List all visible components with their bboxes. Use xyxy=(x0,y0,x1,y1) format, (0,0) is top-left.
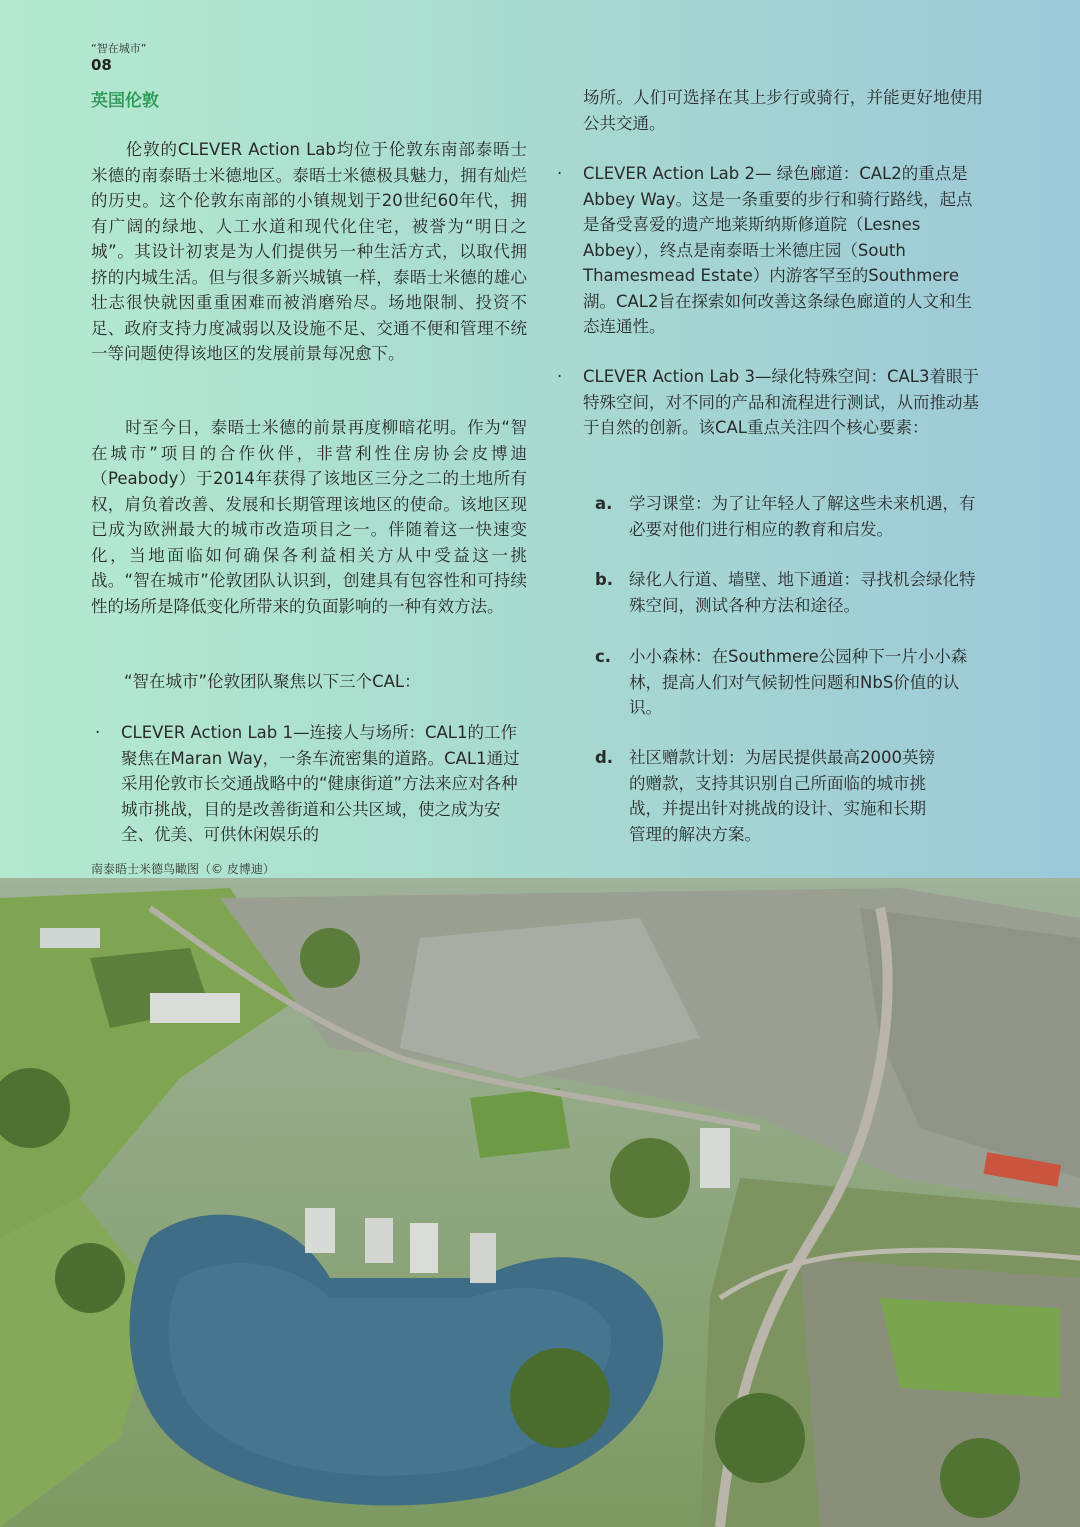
list-item-cal3 xyxy=(557,364,983,441)
list-item-cal1 xyxy=(95,720,527,848)
sub-item-text: 学习课堂：为了让年轻人了解这些未来机遇，有必要对他们进行相应的教育和启发。 xyxy=(629,494,976,539)
page-number: 08 xyxy=(91,56,112,74)
paragraph-today: 时至今日，泰晤士米德的前景再度柳暗花明。作为“智在城市”项目的合作伙伴，非营利性住房协会皮博迪（Peabody）于2014年获得了该地区三分之二的土地所有权，肩负着改善、发展和长期管理该地区的使命。该地区现已成为欧洲最大的城市改造项目之一。伴随着这一快速变化，当地面临如何确保各利益相关方从中受益这一挑战。“智在城市”伦敦团队认识到，创建具有包容性和可持续性的场所是降低变化所带来的负面影响的一种有效方法。 xyxy=(91,418,527,616)
paragraph-cal1-continued: 场所。人们可选择在其上步行或骑行，并能更好地使用公共交通。 xyxy=(583,88,983,133)
aerial-photo-illustration xyxy=(0,878,1080,1527)
sub-item-letter: b. xyxy=(595,570,614,589)
sub-item-text: 小小森林：在Southmere公园种下一片小小森林，提高人们对气候韧性问题和NbS价值的认识。 xyxy=(629,647,968,717)
sub-item-d xyxy=(595,745,939,847)
sub-item-letter: a. xyxy=(595,494,613,513)
sub-item-letter: d. xyxy=(595,748,614,767)
sub-item-text: 社区赠款计划：为居民提供最高2000英镑的赠款，支持其识别自己所面临的城市挑战，并提出针对挑战的设计、实施和长期管理的解决方案。 xyxy=(629,748,935,844)
section-title: 英国伦敦 xyxy=(91,91,159,111)
sub-item-b xyxy=(595,567,985,618)
sub-item-c xyxy=(595,644,981,721)
cal3-text: CLEVER Action Lab 3—绿化特殊空间：CAL3着眼于特殊空间，对不同的产品和流程进行测试，从而推动基于自然的创新。该CAL重点关注四个核心要素： xyxy=(583,367,979,437)
paragraph-intro-cals: “智在城市”伦敦团队聚焦以下三个CAL： xyxy=(91,672,421,691)
sub-item-letter: c. xyxy=(595,647,612,666)
bullet-dot: · xyxy=(557,164,563,183)
list-item-cal2 xyxy=(557,161,983,340)
sub-item-a xyxy=(595,491,981,542)
aerial-photo xyxy=(0,878,1080,1527)
sub-item-text: 绿化人行道、墙壁、地下通道：寻找机会绿化特殊空间，测试各种方法和途径。 xyxy=(629,570,976,615)
photo-caption: 南泰晤士米德鸟瞰图（© 皮博迪） xyxy=(91,862,275,876)
cal1-text: CLEVER Action Lab 1—连接人与场所：CAL1的工作聚焦在Maran Way，一条车流密集的道路。CAL1通过采用伦敦市长交通战略中的“健康街道”方法来应对各种城市挑战，目的是改善街道和公共区域，使之成为安全、优美、可供休闲娱乐的 xyxy=(121,723,520,844)
cal2-text: CLEVER Action Lab 2— 绿色廊道：CAL2的重点是Abbey Way。这是一条重要的步行和骑行路线，起点是备受喜爱的遗产地莱斯纳斯修道院（Lesnes Abbey），终点是南泰晤士米德庄园（South Thamesmead Estate）内游客罕至的Southmere湖。CAL2旨在探索如何改善这条绿色廊道的人文和生态连通性。 xyxy=(583,164,973,336)
running-header: “智在城市” xyxy=(91,42,147,55)
bullet-dot: · xyxy=(557,367,563,386)
bullet-dot: · xyxy=(95,723,101,742)
paragraph-history: 伦敦的CLEVER Action Lab均位于伦敦东南部泰晤士米德的南泰晤士米德地区。泰晤士米德极具魅力，拥有灿烂的历史。这个伦敦东南部的小镇规划于20世纪60年代，拥有广阔的绿地、人工水道和现代化住宅，被誉为“明日之城”。其设计初衷是为人们提供另一种生活方式，以取代拥挤的内城生活。但与很多新兴城镇一样，泰晤士米德的雄心壮志很快就因重重困难而被消磨殆尽。场地限制、投资不足、政府支持力度减弱以及设施不足、交通不便和管理不统一等问题使得该地区的发展前景每况愈下。 xyxy=(91,140,527,363)
